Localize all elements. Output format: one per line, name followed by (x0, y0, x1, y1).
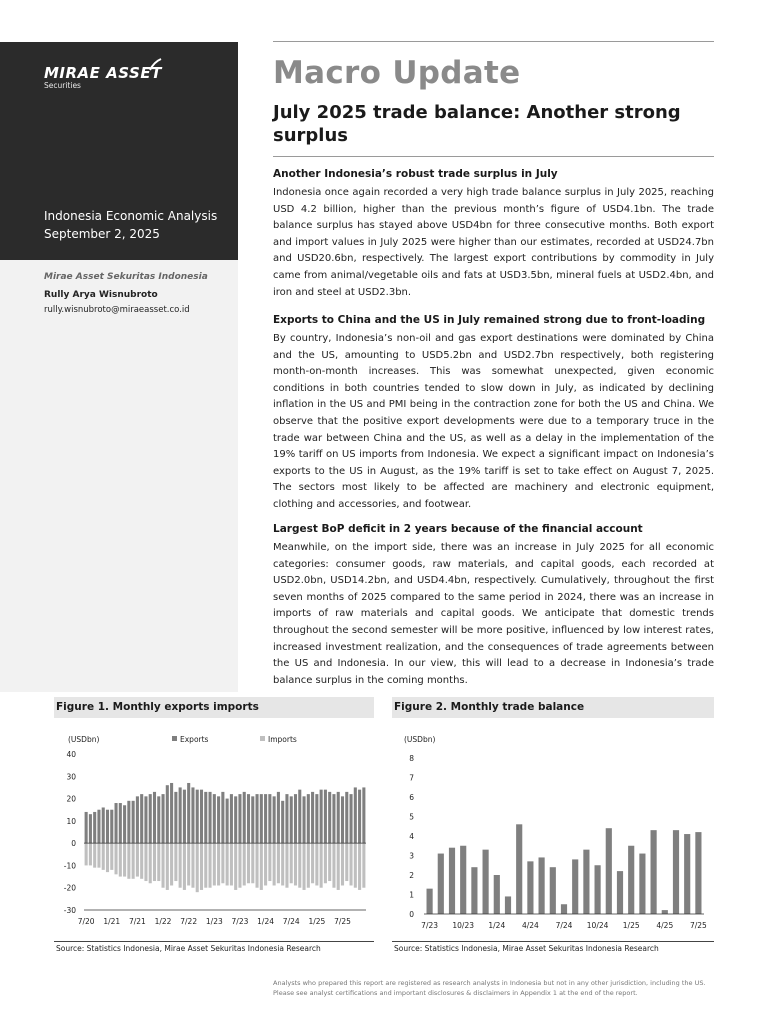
import-bar (332, 843, 335, 888)
balance-bar (427, 889, 433, 914)
export-bar (238, 794, 241, 843)
import-bar (298, 843, 301, 888)
export-bar (110, 810, 113, 843)
y-tick-label: 5 (409, 812, 414, 822)
export-bar (234, 796, 237, 843)
export-bar (119, 803, 122, 843)
import-bar (174, 843, 177, 881)
import-bar (337, 843, 340, 890)
section-heading: Exports to China and the US in July remained strong due to front-loading (273, 314, 706, 326)
export-bar (290, 796, 293, 843)
x-tick-label: 1/23 (205, 917, 223, 926)
y-tick-label: 6 (409, 793, 414, 802)
import-bar (132, 843, 135, 879)
x-tick-label: 7/20 (77, 917, 95, 926)
import-bar (106, 843, 109, 872)
import-bar (226, 843, 229, 885)
author-name: Rully Arya Wisnubroto (44, 290, 158, 300)
balance-bar (483, 850, 489, 914)
brand-logo (44, 64, 162, 90)
subtitle-divider (273, 156, 714, 157)
x-tick-label: 1/24 (488, 921, 506, 930)
export-bar (106, 810, 109, 843)
export-bar (85, 812, 88, 843)
report-type: Indonesia Economic Analysis (44, 209, 218, 223)
y-tick-label: -30 (63, 906, 76, 915)
balance-bar (572, 859, 578, 914)
export-bar (277, 792, 280, 843)
page-subtitle: July 2025 trade balance: Another strong surplus (273, 102, 681, 146)
export-bar (200, 790, 203, 843)
section-heading: Largest BoP deficit in 2 years because of the financial account (273, 523, 643, 535)
export-bar (174, 792, 177, 843)
export-bar (221, 792, 224, 843)
export-bar (153, 792, 156, 843)
import-bar (311, 843, 314, 883)
export-bar (162, 794, 165, 843)
import-bar (251, 843, 254, 883)
export-bar (183, 790, 186, 843)
export-bar (209, 792, 212, 843)
y-tick-label: 0 (409, 910, 414, 919)
x-tick-label: 1/25 (622, 921, 640, 930)
import-bar (200, 843, 203, 890)
x-tick-label: 7/24 (555, 921, 573, 930)
import-bar (285, 843, 288, 888)
import-bar (230, 843, 233, 885)
import-bar (324, 843, 327, 883)
x-tick-label: 10/24 (586, 921, 609, 930)
export-bar (268, 794, 271, 843)
balance-bar (460, 846, 466, 914)
export-bar (217, 796, 220, 843)
balance-bar (662, 910, 668, 914)
export-bar (337, 792, 340, 843)
figure-2-chart (392, 728, 714, 938)
x-tick-label: 7/21 (128, 917, 146, 926)
export-bar (123, 805, 126, 843)
export-bar (354, 787, 357, 843)
balance-bar (595, 865, 601, 914)
export-bar (307, 794, 310, 843)
company-name: Mirae Asset Sekuritas Indonesia (44, 272, 208, 282)
figure-2-source-rule (392, 941, 714, 942)
balance-bar (639, 854, 645, 914)
y-tick-label: 4 (409, 832, 414, 841)
balance-bar (628, 846, 634, 914)
x-tick-label: 10/23 (452, 921, 475, 930)
y-tick-label: 8 (409, 754, 414, 763)
x-tick-label: 1/22 (154, 917, 172, 926)
export-bar (256, 794, 259, 843)
balance-bar (617, 871, 623, 914)
export-bar (328, 792, 331, 843)
export-bar (230, 794, 233, 843)
section-paragraph: By country, Indonesia’s non-oil and gas export destinations were dominated by China and the US, amounting to USD5.2bn and USD2.7bn respectively, both registering month-on-month increases. This was somewhat unexpected, given economic conditions in both countries tended to slow down in July, as indicated by declining inflation in the US and PMI being in the contraction zone for both the US and China. We observe that the positive export developments were due to a temporary truce in the trade war between China and the US, as well as a delay in the implementation of the 19% tariff on US imports from Indonesia. We expect a significant impact on Indonesia’s exports to the US in August, as the 19% tariff is set to take effect on August 7, 2025. The sectors most likely to be affected are machinery and electronic equipment, clothing and accessories, and footwear. (273, 333, 714, 510)
section-paragraph: Indonesia once again recorded a very high trade balance surplus in July 2025, reaching USD 4.2 billion, higher than the previous month’s figure of USD4.1bn. The trade balance surplus has stayed above USD4bn for three consecutive months. Both export and import values in July 2025 were higher than our estimates, recorded at USD24.7bn and USD20.6bn, respectively. The largest export contributions by commodity in July came from animal/vegetable oils and fats at USD3.5bn, mineral fuels at USD2.4bn, and iron and steel at USD2.3bn. (273, 187, 714, 298)
import-bar (140, 843, 143, 879)
x-tick-label: 7/24 (282, 917, 300, 926)
balance-bar (505, 896, 511, 914)
export-bar (320, 790, 323, 843)
import-bar (97, 843, 100, 868)
legend-swatch-exports (172, 736, 177, 741)
balance-bar (651, 830, 657, 914)
import-bar (144, 843, 147, 881)
import-bar (179, 843, 182, 888)
page-title: Macro Update (273, 55, 521, 91)
export-bar (243, 792, 246, 843)
import-bar (89, 843, 92, 865)
export-bar (298, 790, 301, 843)
export-bar (251, 796, 254, 843)
export-bar (127, 801, 130, 843)
balance-bar (673, 830, 679, 914)
y-tick-label: 1 (409, 890, 414, 900)
import-bar (345, 843, 348, 881)
import-bar (234, 843, 237, 890)
x-tick-label: 1/24 (257, 917, 275, 926)
export-bar (115, 803, 118, 843)
import-bar (256, 843, 259, 888)
x-tick-label: 4/25 (656, 921, 674, 930)
import-bar (320, 843, 323, 888)
figure-1-chart (54, 728, 374, 938)
import-bar (153, 843, 156, 881)
export-bar (358, 790, 361, 843)
import-bar (123, 843, 126, 876)
brand-logo-subtext: Securities (44, 81, 81, 90)
export-bar (93, 812, 96, 843)
import-bar (354, 843, 357, 888)
import-bar (85, 843, 88, 865)
import-bar (102, 843, 105, 870)
brand-logo-text: MIRAE ASSET (44, 64, 162, 82)
x-tick-label: 1/25 (308, 917, 326, 926)
x-tick-label: 7/25 (689, 921, 707, 930)
y-tick-label: -10 (63, 861, 76, 871)
import-bar (196, 843, 199, 892)
export-bar (140, 794, 143, 843)
import-bar (209, 843, 212, 888)
sidebar-header-block (0, 42, 238, 260)
export-bar (191, 787, 194, 843)
import-bar (149, 843, 152, 883)
export-bar (311, 792, 314, 843)
export-bar (332, 794, 335, 843)
export-bar (273, 796, 276, 843)
y-tick-label: 10 (66, 816, 76, 826)
import-bar (260, 843, 263, 890)
import-bar (243, 843, 246, 885)
import-bar (281, 843, 284, 885)
disclaimer-text: Analysts who prepared this report are registered as research analysts in Indonesia but not in any other jurisdiction, including the US. Please see analyst certifications and important disclosures & disclaimers in Appendix 1 at the end of the report. (273, 979, 706, 997)
import-bar (119, 843, 122, 876)
export-bar (247, 794, 250, 843)
balance-bar (539, 857, 545, 914)
export-bar (97, 810, 100, 843)
import-bar (328, 843, 331, 881)
import-bar (157, 843, 160, 881)
section-1 (273, 168, 714, 301)
balance-bar (494, 875, 500, 914)
export-bar (149, 794, 152, 843)
export-bar (187, 783, 190, 843)
import-bar (238, 843, 241, 888)
balance-bar (438, 854, 444, 914)
figure-1-title: Figure 1. Monthly exports imports (56, 701, 259, 713)
import-bar (290, 843, 293, 883)
import-bar (115, 843, 118, 874)
report-meta (44, 207, 217, 243)
import-bar (362, 843, 365, 888)
legend-swatch-imports (260, 736, 265, 741)
x-tick-label: 7/22 (180, 917, 198, 926)
import-bar (341, 843, 344, 885)
legend-label-exports: Exports (180, 735, 209, 744)
export-bar (315, 794, 318, 843)
import-bar (221, 843, 224, 883)
figure-2-title: Figure 2. Monthly trade balance (394, 701, 585, 713)
header-divider (273, 41, 714, 42)
import-bar (273, 843, 276, 885)
export-bar (179, 787, 182, 843)
import-bar (183, 843, 186, 890)
import-bar (110, 843, 113, 870)
import-bar (187, 843, 190, 885)
import-bar (247, 843, 250, 883)
balance-bar (516, 824, 522, 914)
import-bar (204, 843, 207, 888)
balance-bar (471, 867, 477, 914)
export-bar (350, 794, 353, 843)
balance-bar (527, 861, 533, 914)
section-paragraph: Meanwhile, on the import side, there was an increase in July 2025 for all economic categories: consumer goods, raw materials, and capital goods, each recorded at USD2.0bn, USD14.2bn, and USD4.4bn, respectively. Cumulatively, throughout the first seven months of 2025 compared to the same period in 2024, there was an increase in imports of raw materials and capital goods. We anticipate that domestic trends throughout the second semester will be more positive, influenced by low interest rates, increased investment realization, and the consequences of trade agreements between the US and Indonesia. In our view, this will lead to a decrease in Indonesia’s trade balance surplus in the coming months. (273, 542, 714, 686)
x-tick-label: 1/21 (103, 917, 121, 926)
import-bar (358, 843, 361, 890)
export-bar (362, 787, 365, 843)
y-tick-label: 7 (409, 773, 414, 783)
y-tick-label: 40 (66, 750, 76, 759)
import-bar (191, 843, 194, 888)
export-bar (345, 792, 348, 843)
import-bar (170, 843, 173, 885)
export-bar (285, 794, 288, 843)
import-bar (303, 843, 306, 890)
y-tick-label: 30 (66, 772, 76, 782)
y-unit-label: (USDbn) (68, 735, 100, 744)
section-3 (273, 523, 714, 689)
y-tick-label: 3 (409, 851, 414, 861)
export-bar (294, 794, 297, 843)
export-bar (341, 796, 344, 843)
y-tick-label: 0 (71, 839, 76, 849)
import-bar (294, 843, 297, 885)
figure-1-source-rule (54, 941, 374, 942)
import-bar (264, 843, 267, 885)
balance-bar (684, 834, 690, 914)
export-bar (213, 794, 216, 843)
y-unit-label: (USDbn) (404, 735, 436, 744)
import-bar (268, 843, 271, 881)
balance-bar (606, 828, 612, 914)
export-bar (264, 794, 267, 843)
section-heading: Another Indonesia’s robust trade surplus in July (273, 168, 558, 180)
export-bar (260, 794, 263, 843)
export-bar (157, 796, 160, 843)
x-tick-label: 7/23 (231, 917, 249, 926)
y-tick-label: -20 (63, 883, 76, 893)
export-bar (196, 790, 199, 843)
y-tick-label: 20 (66, 794, 76, 804)
y-tick-label: 2 (409, 871, 414, 880)
export-bar (132, 801, 135, 843)
figure-1-source: Source: Statistics Indonesia, Mirae Asset Sekuritas Indonesia Research (56, 944, 321, 953)
import-bar (350, 843, 353, 885)
x-tick-label: 7/23 (421, 921, 439, 930)
x-tick-label: 4/24 (521, 921, 539, 930)
report-date: September 2, 2025 (44, 227, 160, 241)
import-bar (166, 843, 169, 890)
export-bar (303, 796, 306, 843)
export-bar (102, 807, 105, 843)
author-email-link[interactable]: rully.wisnubroto@miraeasset.co.id (44, 305, 190, 315)
export-bar (281, 801, 284, 843)
balance-bar (550, 867, 556, 914)
import-bar (93, 843, 96, 868)
import-bar (162, 843, 165, 888)
export-bar (166, 785, 169, 843)
export-bar (226, 799, 229, 844)
balance-bar (695, 832, 701, 914)
legend-label-imports: Imports (268, 735, 297, 744)
balance-bar (561, 904, 567, 914)
export-bar (170, 783, 173, 843)
import-bar (213, 843, 216, 885)
import-bar (127, 843, 130, 879)
import-bar (136, 843, 139, 876)
export-bar (136, 796, 139, 843)
import-bar (307, 843, 310, 888)
export-bar (144, 796, 147, 843)
logo-swoosh-icon (148, 58, 162, 72)
export-bar (324, 790, 327, 843)
import-bar (277, 843, 280, 883)
figure-2-source: Source: Statistics Indonesia, Mirae Asset Sekuritas Indonesia Research (394, 944, 659, 953)
section-2 (273, 314, 714, 514)
balance-bar (449, 848, 455, 914)
export-bar (204, 792, 207, 843)
balance-bar (583, 850, 589, 914)
x-tick-label: 7/25 (334, 917, 351, 926)
import-bar (217, 843, 220, 885)
export-bar (89, 814, 92, 843)
import-bar (315, 843, 318, 885)
